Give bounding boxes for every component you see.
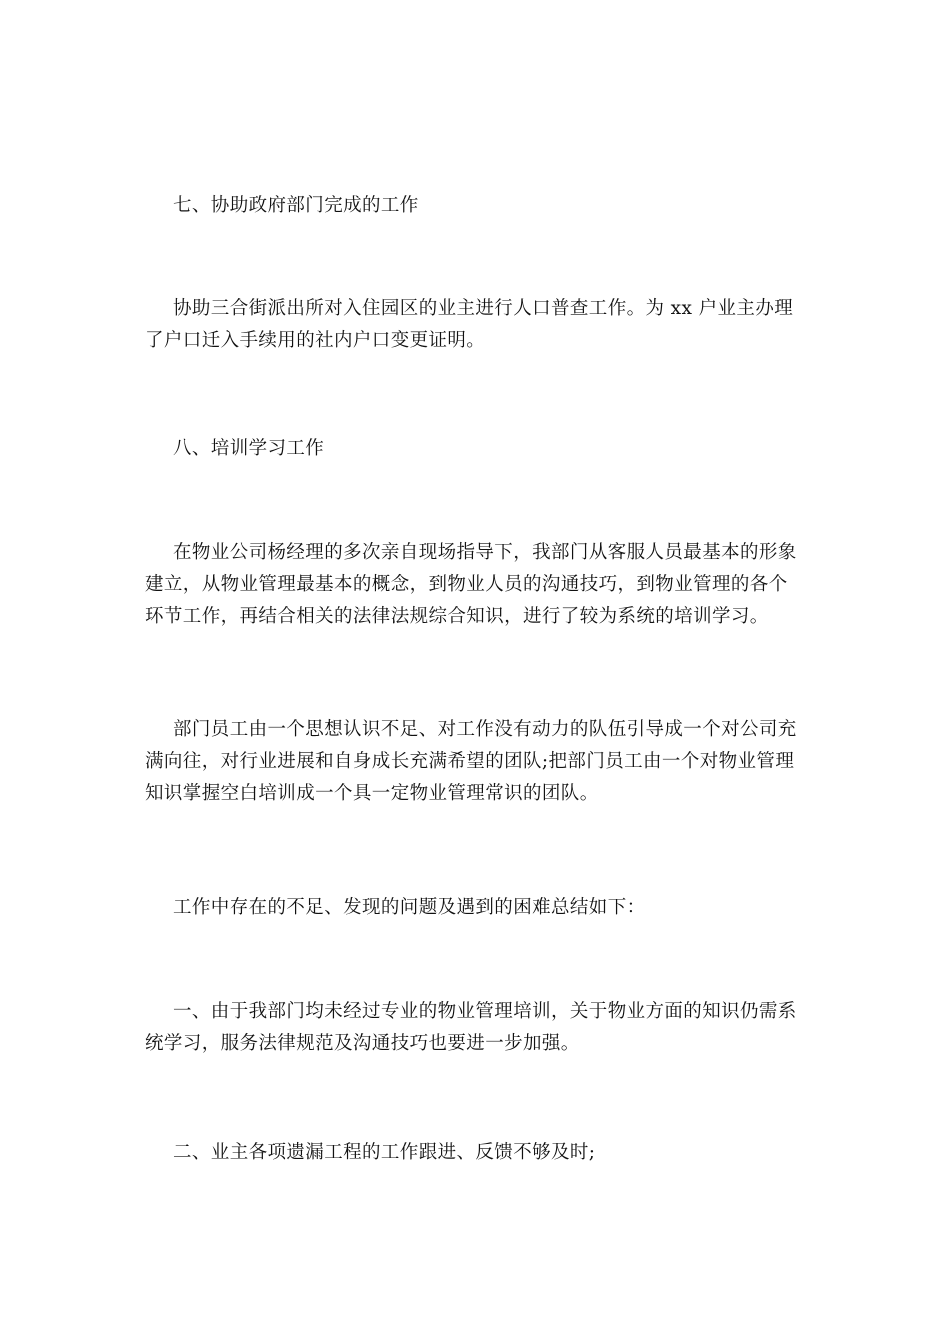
text-line: 满向往，对行业进展和自身成长充满希望的团队;把部门员工由一个对物业管理 [145,751,795,772]
paragraph-issue-1 [145,996,810,1060]
text-line: 协助三合街派出所对入住园区的业主进行人口普查工作。为 xx 户业主办理 [173,298,794,319]
text-line: 七、协助政府部门完成的工作 [173,195,419,216]
paragraph-census [145,293,810,357]
text-line: 二、业主各项遗漏工程的工作跟进、反馈不够及时; [173,1142,596,1163]
paragraph-summary-intro [145,892,810,924]
text-line: 部门员工由一个思想认识不足、对工作没有动力的队伍引导成一个对公司充 [173,719,797,740]
paragraph-issue-2 [145,1137,810,1169]
text-line: 了户口迁入手续用的社内户口变更证明。 [145,330,486,351]
section-heading-7 [145,190,810,222]
paragraph-team [145,714,810,810]
text-line: 统学习，服务法律规范及沟通技巧也要进一步加强。 [145,1033,580,1054]
text-line: 在物业公司杨经理的多次亲自现场指导下，我部门从客服人员最基本的形象 [173,542,797,563]
section-heading-8 [145,433,810,465]
text-line: 八、培训学习工作 [173,438,325,459]
text-line: 环节工作，再结合相关的法律法规综合知识，进行了较为系统的培训学习。 [145,606,769,627]
text-line: 建立，从物业管理最基本的概念，到物业人员的沟通技巧，到物业管理的各个 [145,574,788,595]
text-line: 知识掌握空白培训成一个具一定物业管理常识的团队。 [145,783,599,804]
text-line: 工作中存在的不足、发现的问题及遇到的困难总结如下： [173,897,646,918]
paragraph-training [145,537,810,633]
text-line: 一、由于我部门均未经过专业的物业管理培训，关于物业方面的知识仍需系 [173,1001,797,1022]
